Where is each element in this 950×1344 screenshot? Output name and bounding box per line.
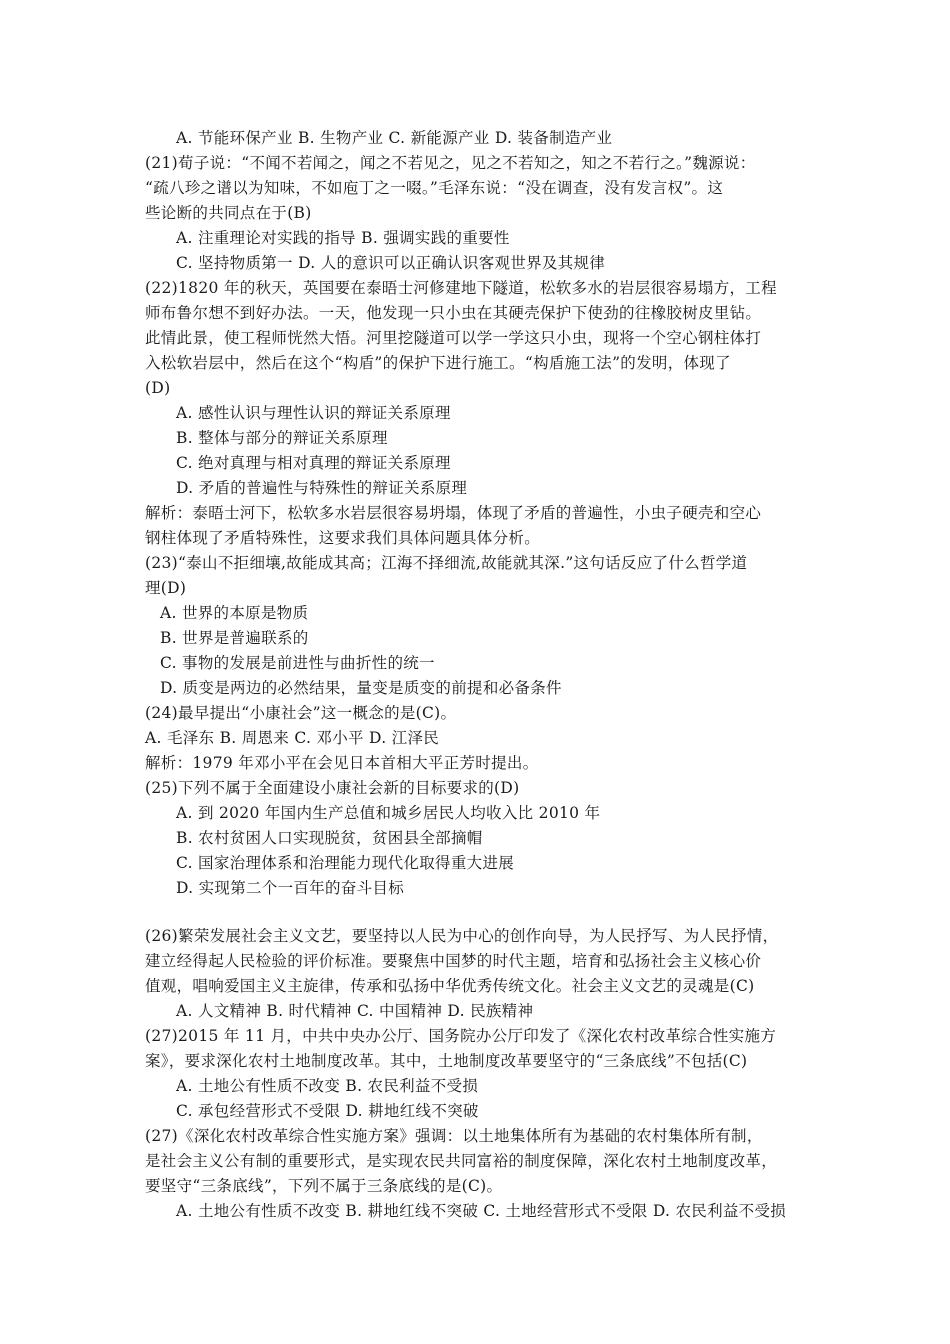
q22-analysis: 钢柱体现了矛盾特殊性，这要求我们具体问题具体分析。 (145, 529, 541, 547)
q27-options: C. 承包经营形式不受限 D. 耕地红线不突破 (176, 1102, 479, 1120)
q27b-stem: 要坚守“三条底线”，下列不属于三条底线的是(C)。 (145, 1177, 503, 1195)
q23-option: B. 世界是普遍联系的 (160, 629, 309, 647)
q24-analysis: 解析：1979 年邓小平在会见日本首相大平正芳时提出。 (145, 754, 539, 772)
q27b-stem: (27)《深化农村改革综合性实施方案》强调：以土地集体所有为基础的农村集体所有制， (145, 1127, 763, 1145)
q24-stem: (24)最早提出“小康社会”这一概念的是(C)。 (145, 704, 457, 722)
q27-options: A. 土地公有性质不改变 B. 农民利益不受损 (176, 1077, 479, 1095)
q21-stem: “疏八珍之谱以为知味，不如庖丁之一啜。”毛泽东说：“没在调查，没有发言权”。这 (145, 179, 724, 197)
q22-option: C. 绝对真理与相对真理的辩证关系原理 (176, 454, 451, 472)
q24-options: A. 毛泽东 B. 周恩来 C. 邓小平 D. 江泽民 (145, 729, 440, 747)
q25-stem: (25)下列不属于全面建设小康社会新的目标要求的(D) (145, 779, 520, 797)
q23-option: D. 质变是两边的必然结果，量变是质变的前提和必备条件 (160, 679, 562, 697)
q22-analysis: 解析：泰晤士河下，松软多水岩层很容易坍塌，体现了矛盾的普遍性，小虫子硬壳和空心 (145, 504, 762, 522)
q23-option: C. 事物的发展是前进性与曲折性的统一 (160, 654, 435, 672)
q22-option: B. 整体与部分的辩证关系原理 (176, 429, 388, 447)
q21-options: C. 坚持物质第一 D. 人的意识可以正确认识客观世界及其规律 (176, 254, 606, 272)
q26-stem: 值观，唱响爱国主义主旋律，传承和弘扬中华优秀传统文化。社会主义文艺的灵魂是(C) (145, 977, 755, 995)
q20-options: A. 节能环保产业 B. 生物产业 C. 新能源产业 D. 装备制造产业 (176, 129, 613, 147)
q27b-options: A. 土地公有性质不改变 B. 耕地红线不突破 C. 土地经营形式不受限 D. 农民利益不受损 (176, 1202, 787, 1220)
q27b-stem: 是社会主义公有制的重要形式，是实现农民共同富裕的制度保障，深化农村土地制度改革， (145, 1152, 778, 1170)
q25-option: A. 到 2020 年国内生产总值和城乡居民人均收入比 2010 年 (176, 804, 601, 822)
q22-option: A. 感性认识与理性认识的辩证关系原理 (176, 404, 451, 422)
q26-stem: 建立经得起人民检验的评价标准。要聚焦中国梦的时代主题，培育和弘扬社会主义核心价 (145, 952, 762, 970)
q27-stem: (27)2015 年 11 月，中共中央办公厅、国务院办公厅印发了《深化农村改革综合性实施方 (145, 1027, 777, 1045)
q22-stem: (22)1820 年的秋天，英国要在泰晤士河修建地下隧道，松软多水的岩层很容易塌方，工程 (145, 279, 777, 297)
q23-stem: (23)“泰山不拒细壤,故能成其高；江海不择细流,故能就其深.”这句话反应了什么哲学道 (145, 554, 748, 572)
q25-option: C. 国家治理体系和治理能力现代化取得重大进展 (176, 854, 515, 872)
q23-stem: 理(D) (145, 579, 187, 597)
q21-options: A. 注重理论对实践的指导 B. 强调实践的重要性 (176, 229, 510, 247)
q22-stem: (D) (145, 379, 171, 397)
q23-option: A. 世界的本原是物质 (160, 604, 309, 622)
q22-stem: 此情此景，使工程师恍然大悟。河里挖隧道可以学一学这只小虫，现将一个空心钢柱体打 (145, 329, 762, 347)
q22-option: D. 矛盾的普遍性与特殊性的辩证关系原理 (176, 479, 468, 497)
q25-option: D. 实现第二个一百年的奋斗目标 (176, 879, 405, 897)
q26-options: A. 人文精神 B. 时代精神 C. 中国精神 D. 民族精神 (176, 1002, 534, 1020)
q22-stem: 入松软岩层中，然后在这个“构盾”的保护下进行施工。“构盾施工法”的发明，体现了 (145, 354, 731, 372)
q21-stem: 些论断的共同点在于(B) (145, 204, 312, 222)
q26-stem: (26)繁荣发展社会主义文艺，要坚持以人民为中心的创作向导，为人民抒写、为人民抒情， (145, 927, 779, 945)
q27-stem: 案》，要求深化农村土地制度改革。其中，土地制度改革要坚守的“三条底线”不包括(C) (145, 1052, 748, 1070)
q21-stem: (21)荀子说：“不闻不若闻之，闻之不若见之，见之不若知之，知之不若行之。”魏源说： (145, 154, 756, 172)
q25-option: B. 农村贫困人口实现脱贫，贫困县全部摘帽 (176, 829, 483, 847)
q22-stem: 师布鲁尔想不到好办法。一天，他发现一只小虫在其硬壳保护下使劲的往橡胶树皮里钻。 (145, 304, 762, 322)
